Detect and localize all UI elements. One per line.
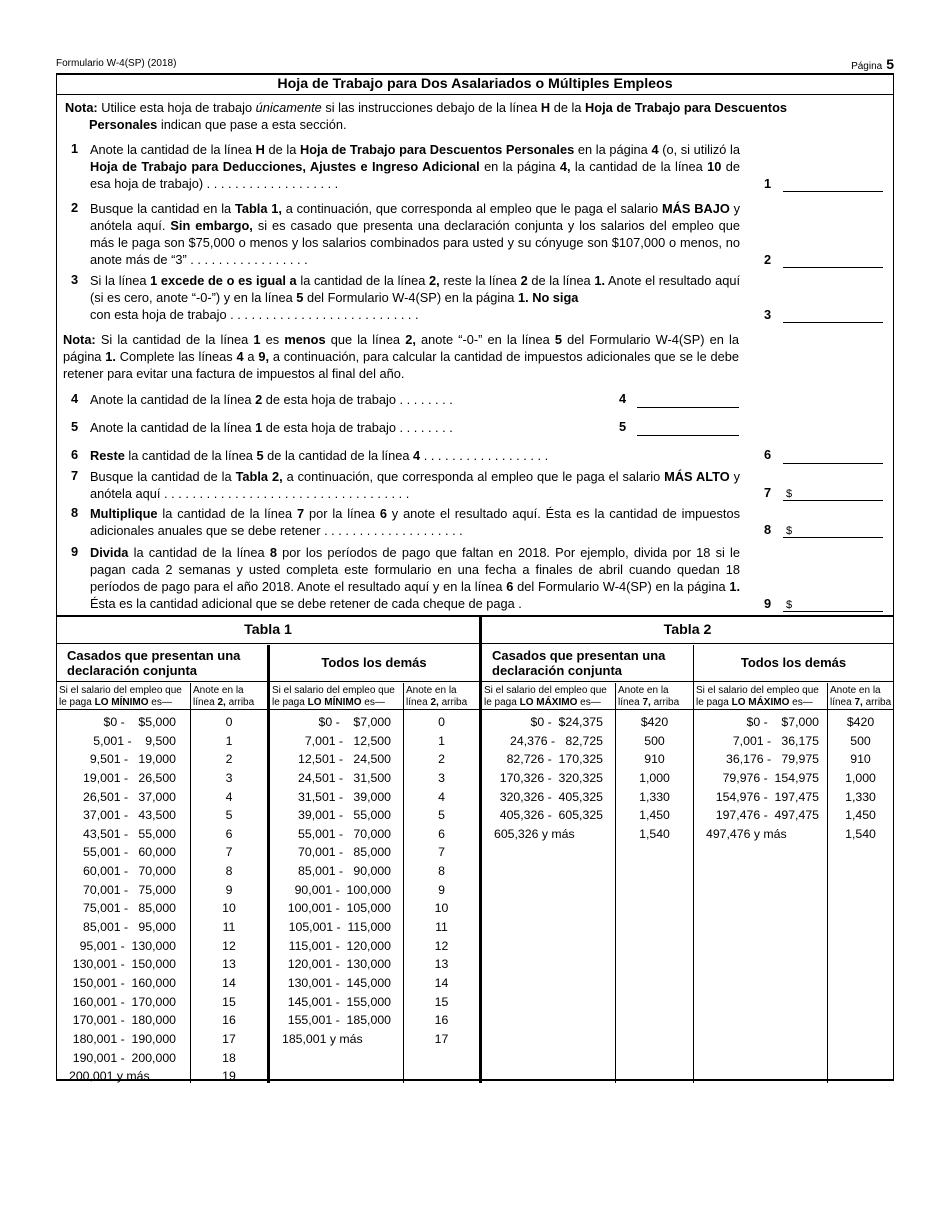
wage-range-cell: 160,001 - 170,000 xyxy=(72,994,176,1009)
allowance-cell: 3 xyxy=(225,770,233,785)
wage-range-cell: 405,326 - 605,325 xyxy=(499,808,603,823)
table-column xyxy=(57,713,190,1086)
allowance-cell: 8 xyxy=(438,864,445,879)
wage-range-cell: 320,326 - 405,325 xyxy=(499,789,603,804)
allowance-cell: $420 xyxy=(846,715,875,729)
wage-range-cell: 95,001 - 130,000 xyxy=(79,938,176,953)
table-column xyxy=(270,713,403,1049)
allowance-cell: 5 xyxy=(225,808,233,823)
table-column xyxy=(191,713,267,1086)
allowance-cell: 10 xyxy=(222,901,236,916)
table-1-others-header: Todos los demás xyxy=(269,645,479,682)
table-column xyxy=(482,713,615,843)
allowance-cell: 9 xyxy=(225,882,233,897)
page-indicator: Página 5 xyxy=(851,56,894,72)
allowance-cell: 4 xyxy=(225,789,233,804)
table-2-others-header: Todos los demás xyxy=(694,645,893,682)
wage-range-cell: 120,001 - 130,000 xyxy=(287,957,391,972)
wage-range-cell: $0 - $7,000 xyxy=(746,715,819,729)
allowance-cell: 16 xyxy=(222,1013,236,1028)
wage-range-cell: 115,001 - 120,000 xyxy=(288,938,391,953)
wage-range-cell: 55,001 - 70,000 xyxy=(298,826,391,841)
wage-range-cell: 170,001 - 180,000 xyxy=(72,1013,176,1028)
table-2-other-enter-col: Anote en la línea 7, arriba xyxy=(830,685,892,708)
wage-range-cell: 197,476 - 497,475 xyxy=(715,808,819,823)
table-1-joint-enter-col: Anote en la línea 2, arriba xyxy=(191,683,267,710)
allowance-cell: 15 xyxy=(222,994,236,1009)
page-header xyxy=(56,56,894,72)
wage-range-cell: 605,326 y más xyxy=(494,826,575,841)
table-2-joint-wage-col: Si el salario del empleo que le paga LO MÁXIMO es— xyxy=(482,683,615,710)
allowance-cell: 3 xyxy=(438,770,445,785)
wage-range-cell: 12,501 - 24,500 xyxy=(298,752,391,767)
allowance-cell: 1,540 xyxy=(845,826,876,841)
allowance-cell: 12 xyxy=(222,938,236,953)
allowance-cell: 1 xyxy=(225,733,233,748)
wage-range-cell: $0 - $5,000 xyxy=(103,715,176,729)
table-column xyxy=(616,713,693,843)
allowance-cell: 1,000 xyxy=(639,770,670,785)
line-4-field[interactable] xyxy=(637,391,739,408)
wage-range-cell: 130,001 - 150,000 xyxy=(72,957,176,972)
allowance-cell: 14 xyxy=(222,975,236,990)
allowance-cell: 5 xyxy=(438,808,445,823)
wage-range-cell: 36,176 - 79,975 xyxy=(726,752,819,767)
wage-range-cell: 24,501 - 31,500 xyxy=(298,770,391,785)
allowance-cell: 11 xyxy=(222,920,236,935)
wage-range-cell: 100,001 - 105,000 xyxy=(287,901,391,916)
wage-range-cell: 9,501 - 19,000 xyxy=(89,752,176,767)
wage-range-cell: 75,001 - 85,000 xyxy=(83,901,176,916)
allowance-cell: $420 xyxy=(640,715,669,729)
table-2 xyxy=(482,617,893,1083)
wage-range-cell: 150,001 - 160,000 xyxy=(72,975,176,990)
allowance-cell: 13 xyxy=(222,957,236,972)
allowance-cell: 17 xyxy=(434,1031,449,1046)
allowance-cell: 14 xyxy=(434,975,449,990)
allowance-cell: 500 xyxy=(644,733,665,748)
wage-range-cell: 82,726 - 170,325 xyxy=(506,752,603,767)
allowance-cell: 0 xyxy=(438,715,445,729)
line-3-field[interactable] xyxy=(783,306,883,323)
table-1-joint-wage-col: Si el salario del empleo que le paga LO MÍNIMO es— xyxy=(57,683,190,710)
wage-range-cell: 200,001 y más xyxy=(69,1069,150,1084)
allowance-cell: 1,000 xyxy=(845,770,876,785)
worksheet-title: Hoja de Trabajo para Dos Asalariados o Múltiples Empleos xyxy=(57,75,893,95)
wage-range-cell: 24,376 - 82,725 xyxy=(510,733,603,748)
wage-range-cell: 39,001 - 55,000 xyxy=(298,808,391,823)
table-2-title: Tabla 2 xyxy=(482,617,893,644)
wage-range-cell: 497,476 y más xyxy=(706,826,787,841)
wage-range-cell: $0 - $7,000 xyxy=(318,715,391,729)
worksheet: Hoja de Trabajo para Dos Asalariados o Múltiples Empleos Nota: Utilice esta hoja de trabajo únicamente si las instrucciones debajo de la línea H de la Hoja de Trabajo para Descuentos Personales indican que pase a esta sección. 1 Anote la cantidad de la línea H de la Hoja de Trabajo para Descuentos Personales en la página 4 (o, si utilizó la Hoja de Trabajo para Deducciones, Ajustes e Ingreso Adicional en la página 4, la cantidad de la línea 10 de esa hoja de trabajo) . . . . . . . . . . . . . . . . . . . 1 2 Busque la cantidad en la Tabla 1, a continuación, que corresponda al empleo que le paga el salario MÁS BAJO y anótela aquí. Sin embargo, si es casado que presenta una declaración conjunta y los salarios del empleo que más le paga son $75,000 o menos y los salarios combinados para usted y su cónyuge son $107,000 o menos, no anote más de “3” . . . . . . . . . . . . . . . . . 2 3 Si la línea 1 excede de o es igual a la cantidad de la línea 2, reste la línea 2 de la línea 1. Anote el resultado aquí (si es cero, anote “-0-”) y en la línea 5 del Formulario W-4(SP) en la página 1. No siga con esta hoja de trabajo . . . . . . . . . . . . . . . . . . . . . . . . . . . 3 Nota: Si la cantidad de la línea 1 es menos que la línea 2, anote “-0-” en la línea 5 del Formulario W-4(SP) en la página 1. Complete las líneas 4 a 9, a continuación, para calcular la cantidad de impuestos adicionales que se le debe retener para evitar una factura de impuestos al final del año. 4 Anote la cantidad de la línea 2 de esta hoja de trabajo . . . . . . . . 4 5 Anote la cantidad de la línea 1 de esta hoja de trabajo . . . . . . . . 5 6 Reste la cantidad de la línea 5 de la cantidad de la línea 4 . . . . . . . . . . . . . . . . . . 6 7 Busque la cantidad de la Tabla 2, a continuación, que corresponda al empleo que le paga el salario MÁS ALTO y anótela aquí . . . . . . . . . . . . . . . . . . . . . . . . . . . . . . . . . . . 7 $ 8 Multiplique la cantidad de la línea 7 por la línea 6 y anote el resultado aquí. Ésta es la cantidad de impuestos adicionales anuales que se debe retener . . . . . . . . . . . . . . . . . . . . 8 $ 9 Divida la cantidad de la línea 8 por los períodos de pago que faltan en 2018. Por ejemplo, divida por 18 si le pagan cada 2 semanas y usted completa este formulario en una fecha a finales de abril cuando quedan 18 períodos de pago para el año 2018. Anote el resultado aquí y en la línea 6 del Formulario W-4(SP) en la página 1. Ésta es la cantidad adicional que se debe retener de cada cheque de paga . 9 $ Tabla 1 Casados que presentan una declaración conjunta Todos los demás Si el salario del empleo que le paga LO MÍNIMO es— Anote en la línea 2, arriba Si el salario del empleo que le paga LO MÍNIMO es— Anote en la línea 2, arriba $0 - $5,000 5,001 - 9,500 9,501 - 19,000 19,001 - 26,500 26,501 - 37,000 37,001 - 43,500 43,501 - 55,000 55,001 - 60,000 60,001 - 70,000 70,001 - 75,000 75,001 - 85,000 85,001 - 95,000 95,001 - 130,000 130,001 - 150,000 150,001 - 160,000 160,001 - 170,000 170,001 - 180,000 180,001 - 190,000 190,001 - 200,000 200,001 y más 0 1 2 3 4 5 6 7 8 9 10 11 12 13 14 15 16 17 18 19 $0 - $7,000 7,001 - 12,500 12,501 - 24,500 24,501 - 31,500 31,501 - 39,000 39,001 - 55,000 55,001 - 70,000 70,001 - 85,000 85,001 - 90,000 90,001 - 100,000 100,001 - 105,000 105,001 - 115,000 115,001 - 120,000 120,001 - 130,000 130,001 - 145,000 145,001 - 155,000 155,001 - 185,000 185,001 y más 0 1 2 3 4 5 6 7 8 9 10 11 12 13 14 15 16 17 Tabla 2 Casados que presentan una declaración conjunta Todos los demás Si el salario del empleo que le paga LO MÁXIMO es— Anote en la línea 7, arriba Si el salario del empleo que le paga LO MÁXIMO es— Anote en la línea 7, arriba $0 - $24,375 24,376 - 82,725 82,726 - 170,325 170,326 - 320,325 320,326 - 405,325 405,326 - 605,325 605,326 y más $420 500 910 1,000 1,330 1,450 1,540 $0 - $7,000 7,001 - 36,175 36,176 - 79,975 79,976 - 154,975 154,976 - 197,475 197,476 - 497,475 497,476 y más $420 500 910 1,000 1,330 1,450 1,540 xyxy=(56,73,894,1081)
wage-range-cell: 70,001 - 75,000 xyxy=(83,882,176,897)
line-9-field[interactable]: $ xyxy=(783,595,883,612)
table-1-title: Tabla 1 xyxy=(57,617,479,644)
table-column xyxy=(404,713,479,1049)
wage-range-cell: 130,001 - 145,000 xyxy=(287,975,391,990)
wage-range-cell: 180,001 - 190,000 xyxy=(72,1031,176,1046)
table-1 xyxy=(57,617,479,1083)
wage-range-cell: 79,976 - 154,975 xyxy=(722,770,819,785)
line-5-field[interactable] xyxy=(637,419,739,436)
wage-range-cell: 155,001 - 185,000 xyxy=(287,1013,391,1028)
wage-range-cell: 55,001 - 60,000 xyxy=(83,845,176,860)
wage-range-cell: 185,001 y más xyxy=(282,1031,363,1046)
allowance-cell: 1,450 xyxy=(639,808,670,823)
note-top: Nota: Utilice esta hoja de trabajo únicamente si las instrucciones debajo de la línea H de la Hoja de Trabajo para Descuentos Personales indican que pase a esta sección. xyxy=(65,100,788,132)
allowance-cell: 7 xyxy=(438,845,445,860)
allowance-cell: 1,450 xyxy=(845,808,876,823)
line-2-field[interactable] xyxy=(783,251,883,268)
allowance-cell: 1,540 xyxy=(639,826,670,841)
allowance-cell: 910 xyxy=(850,752,871,767)
table-column xyxy=(828,713,893,843)
wage-range-cell: 37,001 - 43,500 xyxy=(83,808,176,823)
line-7-field[interactable]: $ xyxy=(783,484,883,501)
allowance-cell: 6 xyxy=(438,826,445,841)
allowance-cell: 910 xyxy=(644,752,665,767)
allowance-cell: 10 xyxy=(434,901,449,916)
wage-range-cell: 43,501 - 55,000 xyxy=(83,826,176,841)
allowance-cell: 8 xyxy=(225,864,233,879)
allowance-cell: 9 xyxy=(438,882,445,897)
allowance-cell: 2 xyxy=(225,752,233,767)
allowance-cell: 16 xyxy=(434,1013,449,1028)
wage-range-cell: $0 - $24,375 xyxy=(530,715,603,729)
allowance-cell: 1,330 xyxy=(639,789,670,804)
form-name: Formulario W-4(SP) (2018) xyxy=(56,58,177,69)
line-6-field[interactable] xyxy=(783,447,883,464)
wage-range-cell: 170,326 - 320,325 xyxy=(499,770,603,785)
line-8-field[interactable]: $ xyxy=(783,521,883,538)
tables-section xyxy=(57,615,893,1084)
allowance-cell: 19 xyxy=(222,1069,236,1084)
note-mid: Nota: Si la cantidad de la línea 1 es menos que la línea 2, anote “-0-” en la línea 5 del Formulario W-4(SP) en la página 1. Complete las líneas 4 a 9, a continuación, para calcular la cantidad de impuestos adicionales que se le debe retener para evitar una factura de impuestos al final del año. xyxy=(63,332,740,381)
wage-range-cell: 26,501 - 37,000 xyxy=(83,789,176,804)
table-1-other-wage-col: Si el salario del empleo que le paga LO MÍNIMO es— xyxy=(270,683,403,710)
wage-range-cell: 145,001 - 155,000 xyxy=(287,994,391,1009)
allowance-cell: 18 xyxy=(222,1050,236,1065)
allowance-cell: 1,330 xyxy=(845,789,876,804)
allowance-cell: 13 xyxy=(434,957,449,972)
table-column xyxy=(694,713,827,843)
table-1-other-enter-col: Anote en la línea 2, arriba xyxy=(404,683,479,710)
wage-range-cell: 105,001 - 115,000 xyxy=(288,920,391,935)
page-number: 5 xyxy=(886,56,894,72)
wage-range-cell: 70,001 - 85,000 xyxy=(298,845,391,860)
allowance-cell: 1 xyxy=(438,733,445,748)
table-1-joint-header: Casados que presentan una declaración conjunta xyxy=(57,645,268,682)
wage-range-cell: 190,001 - 200,000 xyxy=(72,1050,176,1065)
allowance-cell: 2 xyxy=(438,752,445,767)
wage-range-cell: 85,001 - 95,000 xyxy=(83,920,176,935)
table-2-joint-header: Casados que presentan una declaración conjunta xyxy=(482,645,693,682)
wage-range-cell: 154,976 - 197,475 xyxy=(715,789,819,804)
wage-range-cell: 90,001 - 100,000 xyxy=(294,882,391,897)
wage-range-cell: 31,501 - 39,000 xyxy=(298,789,391,804)
wage-range-cell: 5,001 - 9,500 xyxy=(93,733,176,748)
wage-range-cell: 60,001 - 70,000 xyxy=(83,864,176,879)
allowance-cell: 7 xyxy=(225,845,233,860)
allowance-cell: 17 xyxy=(222,1031,236,1046)
wage-range-cell: 85,001 - 90,000 xyxy=(298,864,391,879)
wage-range-cell: 7,001 - 12,500 xyxy=(304,733,391,748)
wage-range-cell: 7,001 - 36,175 xyxy=(732,733,819,748)
allowance-cell: 12 xyxy=(434,938,449,953)
allowance-cell: 6 xyxy=(225,826,233,841)
wage-range-cell: 19,001 - 26,500 xyxy=(83,770,176,785)
allowance-cell: 4 xyxy=(438,789,445,804)
table-2-joint-enter-col: Anote en la línea 7, arriba xyxy=(616,683,693,710)
table-2-other-wage-col: Si el salario del empleo que le paga LO MÁXIMO es— xyxy=(694,683,827,710)
allowance-cell: 11 xyxy=(435,920,448,935)
allowance-cell: 500 xyxy=(850,733,871,748)
allowance-cell: 0 xyxy=(225,715,233,729)
line-1-field[interactable] xyxy=(783,175,883,192)
allowance-cell: 15 xyxy=(434,994,449,1009)
